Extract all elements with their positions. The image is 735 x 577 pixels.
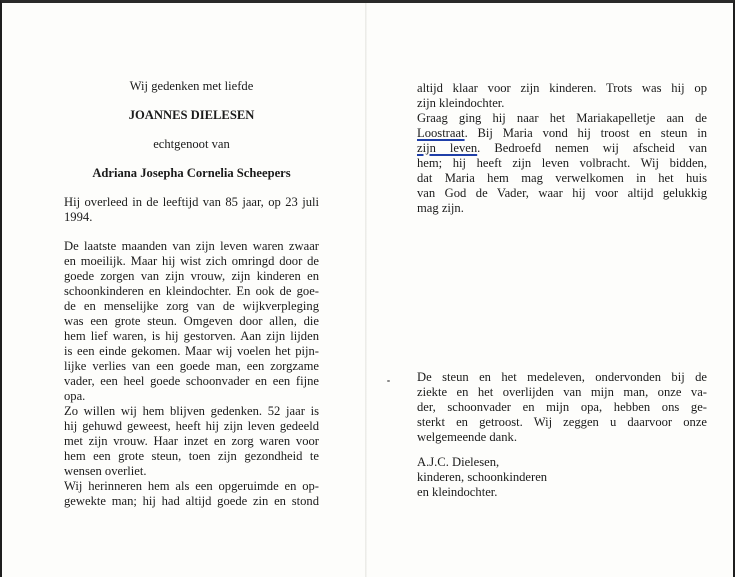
text-line: Zo willen wij hem blijven gedenken. 52 jaar is	[64, 404, 319, 418]
death-notice	[64, 195, 319, 225]
text-line: 1994.	[64, 210, 93, 224]
text-line: mag zijn.	[417, 201, 464, 215]
spouse-name: Adriana Josepha Cornelia Scheepers	[92, 166, 291, 180]
text-line: en moeilijk. Maar hij wist zich omringd door de	[64, 254, 319, 268]
text-line: was een grote steun. Omgeven door allen, die	[64, 314, 319, 328]
text-line: de en menselijke zorg van de wijkverpleging	[64, 299, 319, 313]
text-line: vader, een heel goede schoonvader en een fijne	[64, 374, 319, 388]
text-line: wensen overliet.	[64, 464, 147, 478]
signature-block	[417, 455, 617, 500]
underlined-street: Loostraat	[417, 126, 465, 140]
right-page	[417, 81, 707, 216]
text-fragment: . Bedroefd nemen wij afscheid van	[477, 141, 707, 155]
print-speck	[387, 380, 390, 382]
text-line: Wij herinneren hem als een opgeruimde en op-	[64, 479, 319, 493]
signature-line: en kleindochter.	[417, 485, 498, 499]
text-line: De steun en het medeleven, ondervonden bij de	[417, 370, 707, 384]
text-line: zijn kleindochter.	[417, 96, 505, 110]
text-line: hem lief waren, is hij gestorven. Aan zijn lijden	[64, 329, 319, 343]
text-line: der, schoonvader en mijn opa, hebben ons ge-	[417, 400, 707, 414]
signature-line: kinderen, schoonkinderen	[417, 470, 548, 484]
signature-name: A.J.C. Dielesen,	[417, 455, 500, 469]
text-fragment: . Bij Maria vond hij troost en steun in	[464, 126, 707, 140]
underlined-phrase: zijn leven	[417, 141, 478, 155]
text-line: is een einde gekomen. Maar wij voelen het pijn-	[64, 344, 319, 358]
text-line: ziekte en het overlijden van mijn man, onze va-	[417, 385, 707, 399]
text-line: altijd klaar voor zijn kinderen. Trots was hij op	[417, 81, 707, 95]
paragraph-last-months	[64, 239, 319, 404]
continued-paragraph	[417, 81, 707, 111]
text-line: opa.	[64, 389, 86, 403]
paragraph-remember	[64, 404, 319, 479]
text-line: hij gehuwd geweest, heeft hij zijn leven gedeeld	[64, 419, 319, 433]
thanks-paragraph	[417, 370, 707, 445]
text-line: Hij overleed in de leeftijd van 85 jaar, op 23 juli	[64, 195, 319, 209]
text-line: hem; hij heeft zijn leven volbracht. Wij bidden,	[417, 156, 707, 170]
relation-line: echtgenoot van	[153, 137, 230, 151]
text-line: dat Maria hem mag verwelkomen in het huis	[417, 171, 707, 185]
deceased-name: JOANNES DIELESEN	[128, 108, 255, 122]
text-line: welgemeende dank.	[417, 430, 518, 444]
text-line: schoonkinderen en kleindochter. En ook de goe-	[64, 284, 319, 298]
text-line: Graag ging hij naar het Mariakapelletje aan de	[417, 111, 707, 125]
text-line	[417, 141, 707, 156]
text-line	[417, 126, 707, 141]
text-line: De laatste maanden van zijn leven waren zwaar	[64, 239, 319, 253]
text-line: goede zorgen van zijn vrouw, zijn kinderen en	[64, 269, 319, 283]
paragraph-memory	[64, 479, 319, 509]
text-line: sterkt en getroost. Wij zeggen u daarvoor onze	[417, 415, 707, 429]
text-line: met zijn vrouw. Haar inzet en zorg waren voor	[64, 434, 319, 448]
card-fold	[365, 3, 367, 577]
left-page	[64, 79, 319, 509]
text-line: gewekte man; hij had altijd goede zin en stond	[64, 494, 319, 508]
text-line: lijke verlies van een goede man, een zorgzame	[64, 359, 319, 373]
text-line: hem een grote steun, toen zijn gezondheid te	[64, 449, 319, 463]
paragraph-mariakapel	[417, 111, 707, 216]
intro-line: Wij gedenken met liefde	[129, 79, 254, 93]
text-line: van God de Vader, waar hij voor altijd gelukkig	[417, 186, 707, 200]
